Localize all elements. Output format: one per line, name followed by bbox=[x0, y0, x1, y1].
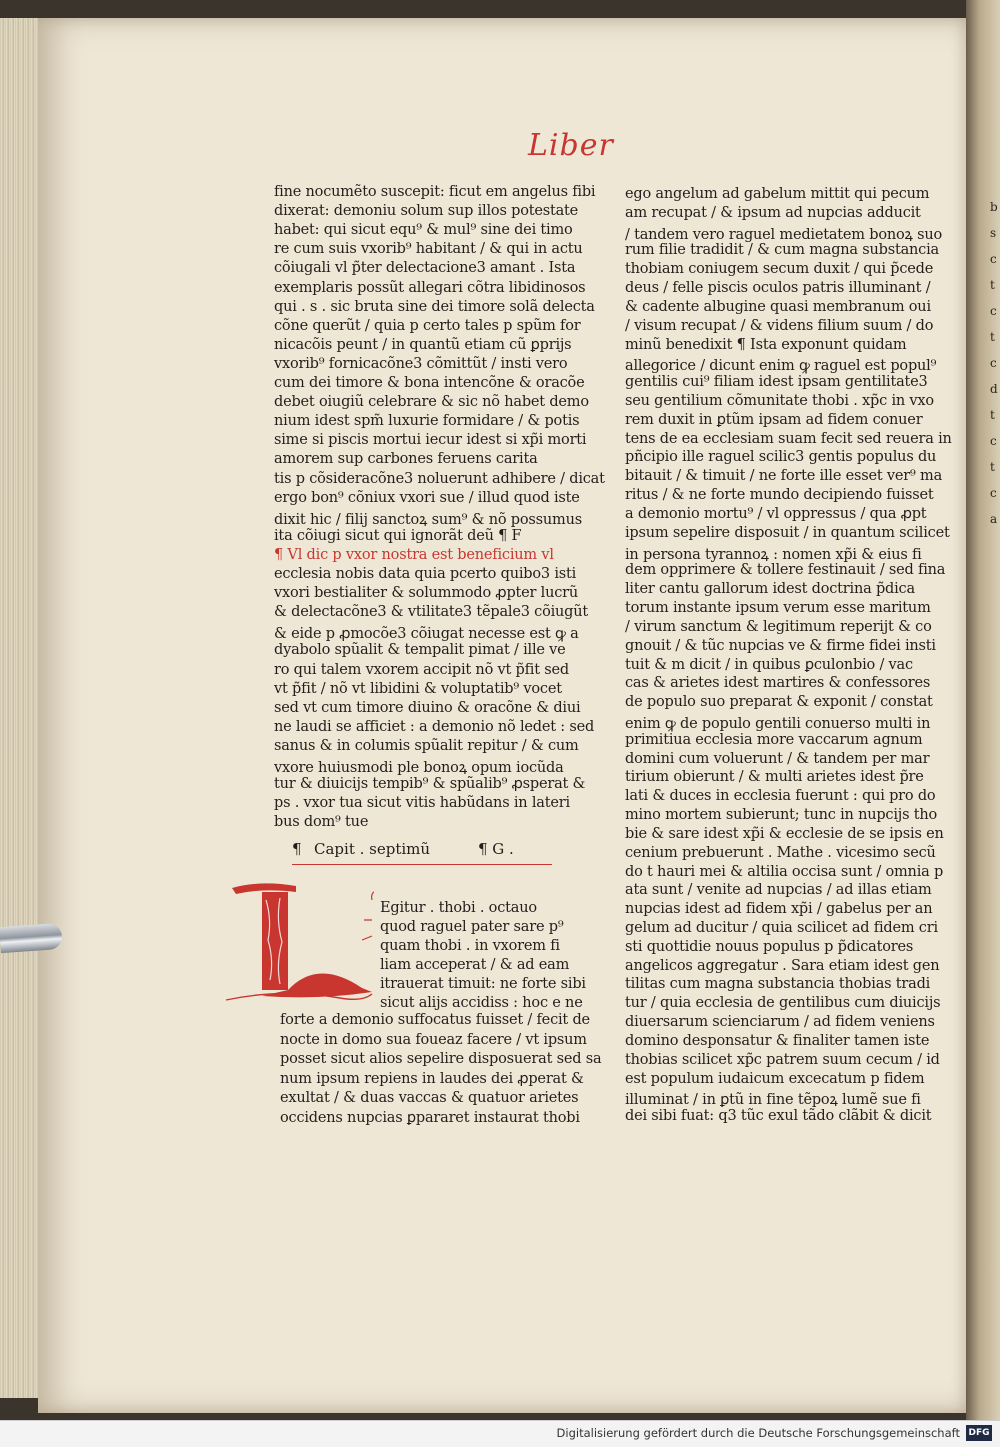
margin-fragment: a bbox=[990, 512, 998, 526]
text-line: ego angelum ad gabelum mittit qui pecum bbox=[625, 186, 930, 202]
text-line: re cum suis vxorib⁹ habitant / & qui in actu bbox=[274, 241, 583, 258]
text-line: primitiua ecclesia more vaccarum agnum bbox=[625, 731, 923, 748]
text-line: dei sibi fuat: q3 tũc exul tãdo clãbit & dicit bbox=[625, 1108, 932, 1125]
text-line: tur / quia ecclesia de gentilibus cum diuicijs bbox=[625, 995, 941, 1012]
text-line: am recupat / & ipsum ad nupcias adducit bbox=[625, 204, 921, 221]
text-line: sanus & in columis spũalit repitur / & cum bbox=[274, 737, 579, 754]
margin-fragment: d bbox=[990, 382, 998, 396]
text-line: ipsum sepelire disposuit / in quantum scilicet bbox=[625, 524, 950, 541]
text-line: sti quottidie nouus populus p p̃dicatores bbox=[625, 938, 914, 955]
text-line: vxori bestialiter & solummodo ꝓpter lucrũ bbox=[274, 585, 579, 602]
text-line: ro qui talem vxorem accipit nõ vt p̃fit sed bbox=[274, 661, 569, 678]
text-line: angelicos aggregatur . Sara etiam idest gen bbox=[625, 957, 940, 974]
text-line: domini cum voluerunt / & tandem per mar bbox=[625, 750, 930, 767]
text-line: bus dom⁹ tue bbox=[274, 814, 369, 831]
text-line: vxorib⁹ fornicacõne3 cõmittũt / insti vero bbox=[274, 355, 568, 372]
text-line: ata sunt / venite ad nupcias / ad illas etiam bbox=[625, 882, 932, 899]
text-line: & delectacõne3 & vtilitate3 tẽpale3 cõiugũt bbox=[274, 604, 589, 621]
margin-fragment: c bbox=[990, 486, 997, 500]
text-line: itrauerat timuit: ne forte sibi bbox=[380, 976, 586, 992]
text-line: gelum ad ducitur / quia scilicet ad fidem cri bbox=[625, 919, 938, 936]
chapter-heading bbox=[292, 838, 552, 865]
text-line: tilitas cum magna substancia thobias tradi bbox=[625, 976, 931, 993]
text-line: num ipsum repiens in laudes dei ꝓperat & bbox=[280, 1070, 584, 1087]
margin-fragment: t bbox=[990, 460, 995, 474]
text-line: do t hauri mei & altilia occisa sunt / omnia p bbox=[625, 863, 944, 880]
text-line: quod raguel pater sare p⁹ bbox=[380, 919, 564, 935]
text-line: rum filie tradidit / & cum magna substancia bbox=[625, 242, 939, 259]
text-line: bie & sare idest xp̃i & ecclesie de se ipsis en bbox=[625, 825, 944, 842]
text-line: est populum iudaicum excecatum p fidem bbox=[625, 1070, 925, 1087]
text-line: ¶ Vl dic p vxor nostra est beneficium vl bbox=[274, 546, 554, 563]
text-line: a demonio mortu⁹ / vl oppressus / qua ꝓpt bbox=[625, 505, 927, 522]
text-line: thobiam coniugem secum duxit / qui p̃cede bbox=[625, 261, 934, 278]
text-line: posset sicut alios sepelire disposuerat sed sa bbox=[280, 1051, 602, 1068]
text-line: cenium prebuerunt . Mathe . vicesimo secũ bbox=[625, 844, 936, 861]
margin-fragment: t bbox=[990, 408, 995, 422]
text-line: rem duxit in ꝑtũm ipsam ad fidem conuer bbox=[625, 411, 923, 428]
text-line: sicut alijs accidiss : hoc e ne bbox=[380, 995, 583, 1011]
dfg-logo: DFG bbox=[966, 1425, 992, 1441]
text-line: diuersarum scienciarum / ad fidem veniens bbox=[625, 1014, 935, 1031]
text-line: domino desponsatur & finaliter tamen iste bbox=[625, 1032, 930, 1049]
illuminated-initial bbox=[222, 880, 374, 1012]
text-line: cõiugali vl p̃ter delectacione3 amant . Ista bbox=[274, 260, 576, 277]
text-line: cõne querũt / quia p certo tales p spũm for bbox=[274, 317, 581, 334]
text-line: amorem sup carbones feruens carita bbox=[274, 451, 538, 468]
text-line: vt p̃fit / nõ vt libidini & voluptatib⁹ vocet bbox=[274, 680, 562, 697]
funding-credit: Digitalisierung gefördert durch die Deutsche Forschungsgemeinschaft bbox=[556, 1426, 960, 1440]
chapter-number: ¶ G . bbox=[478, 840, 514, 858]
text-line: ritus / & ne forte mundo decipiendo fuisset bbox=[625, 487, 934, 504]
text-line: dem opprimere & tollere festinauit / sed fina bbox=[625, 562, 946, 579]
text-line: bitauit / & timuit / ne forte ille esset ver⁹ ma bbox=[625, 468, 943, 485]
text-line: cas & arietes idest martires & confessores bbox=[625, 675, 931, 692]
text-line: tirium obierunt / & multi arietes idest p̃re bbox=[625, 769, 924, 786]
text-line: seu gentilium cõmunitate thobi . xp̃c in vxo bbox=[625, 393, 934, 410]
text-line: deus / felle piscis oculos patris illuminant / bbox=[625, 280, 931, 297]
margin-fragment: c bbox=[990, 304, 997, 318]
text-line: torum instante ipsum verum esse maritum bbox=[625, 600, 931, 617]
margin-fragment: t bbox=[990, 330, 995, 344]
text-line: liter cantu gallorum idest doctrina p̃dica bbox=[625, 581, 915, 598]
margin-fragment: c bbox=[990, 356, 997, 370]
text-line: enim ꝙ de populo gentili conuerso multi in bbox=[625, 715, 931, 732]
paragraph-mark: ¶ bbox=[292, 840, 302, 858]
text-line: nium idest spm̃ luxurie formidare / & potis bbox=[274, 413, 580, 430]
margin-fragment: c bbox=[990, 434, 997, 448]
text-line: liam acceperat / & ad eam bbox=[380, 957, 570, 973]
text-line: de populo suo preparat & exponit / constat bbox=[625, 694, 933, 711]
margin-fragment: s bbox=[990, 226, 997, 240]
text-line: nicacõis peunt / in quantũ etiam cũ ꝑprijs bbox=[274, 336, 572, 353]
margin-fragment: t bbox=[990, 278, 995, 292]
text-line: exemplaris possũt allegari cõtra libidinosos bbox=[274, 279, 586, 296]
text-line: & eide p ꝓmocõe3 cõiugat necesse est ꝙ a bbox=[274, 626, 579, 643]
text-line: tens de ea ecclesiam suam fecit sed reuera in bbox=[625, 430, 952, 447]
text-line: / virum sanctum & legitimum reperijt & co bbox=[625, 618, 932, 635]
text-line: minũ benedixit ¶ Ista exponunt quidam bbox=[625, 336, 907, 353]
text-line: quam thobi . in vxorem fi bbox=[380, 938, 560, 954]
text-line: occidens nupcias ꝑpararet instaurat thobi bbox=[280, 1110, 580, 1126]
text-line: gnouit / & tũc nupcias ve & firme fidei insti bbox=[625, 637, 936, 654]
text-line: / visum recupat / & videns filium suum / do bbox=[625, 317, 934, 334]
text-line: allegorice / dicunt enim ꝙ raguel est popul⁹ bbox=[625, 358, 937, 375]
text-line: dyabolo spũalit & tempalit pimat / ille ve bbox=[274, 642, 566, 659]
footer-bar bbox=[0, 1420, 1000, 1447]
text-line: vxore huiusmodi ple bonoꝝ opum iocũda bbox=[274, 760, 564, 776]
chapter-title: Capit . septimũ bbox=[314, 840, 431, 858]
text-line: habet: qui sicut equ⁹ & mul⁹ sine dei timo bbox=[274, 222, 573, 239]
text-line: dixerat: demoniu solum sup illos potestate bbox=[274, 203, 579, 220]
text-line: cum dei timore & bona intencõne & oracõe bbox=[274, 375, 585, 391]
text-line: ps . vxor tua sicut vitis habũdans in lateri bbox=[274, 795, 570, 812]
text-line: tur & diuicijs tempib⁹ & spũalib⁹ ꝓsperat & bbox=[274, 776, 586, 793]
text-line: dixit hic / filij sanctoꝝ sum⁹ & nõ possumus bbox=[274, 511, 582, 528]
text-line: sime si piscis mortui iecur idest si xp̃i morti bbox=[274, 432, 587, 449]
text-line: qui . s . sic bruta sine dei timore solã delecta bbox=[274, 298, 595, 315]
text-line: lati & duces in ecclesia fuerunt : qui pro do bbox=[625, 788, 936, 805]
running-head: Liber bbox=[528, 128, 614, 163]
text-line: mino mortem subierunt; tunc in nupcijs tho bbox=[625, 807, 938, 824]
text-line: forte a demonio suffocatus fuisset / fecit de bbox=[280, 1012, 590, 1028]
text-line: gentilis cui⁹ filiam idest ipsam gentilitate3 bbox=[625, 374, 928, 391]
text-line: ecclesia nobis data quia pcerto quibo3 isti bbox=[274, 566, 577, 582]
text-line: sed vt cum timore diuino & oracõne & diui bbox=[274, 699, 581, 716]
text-line: ne laudi se afficiet : a demonio nõ ledet : sed bbox=[274, 718, 595, 735]
text-line: in persona tyrannoꝝ : nomen xp̃i & eius fi bbox=[625, 546, 922, 563]
text-line: / tandem vero raguel medietatem bonoꝝ suo bbox=[625, 226, 943, 243]
text-line: ita cõiugi sicut qui ignorãt deũ ¶ F bbox=[274, 527, 522, 544]
text-line: fine nocumẽto suscepit: ficut em angelus fibi bbox=[274, 184, 596, 200]
text-line: thobias scilicet xp̃c patrem suum cecum / id bbox=[625, 1051, 940, 1068]
text-line: pñcipio ille raguel scilic3 gentis populus du bbox=[625, 449, 937, 466]
text-line: nupcias idest ad fidem xp̃i / gabelus per an bbox=[625, 901, 933, 918]
text-line: Egitur . thobi . octauo bbox=[380, 900, 537, 916]
text-line: nocte in domo sua foueaz facere / vt ipsum bbox=[280, 1031, 587, 1048]
book-clamp bbox=[0, 923, 63, 953]
text-line: & cadente albugine quasi membranum oui bbox=[625, 298, 931, 315]
margin-fragment: b bbox=[990, 200, 998, 214]
text-line: tis p cõsideracõne3 noluerunt adhibere / dicat bbox=[274, 470, 605, 487]
text-line: ergo bon⁹ cõniux vxori sue / illud quod iste bbox=[274, 489, 580, 506]
text-line: exultat / & duas vaccas & quatuor arietes bbox=[280, 1090, 579, 1107]
text-line: debet oiugiũ celebrare & sic nõ habet demo bbox=[274, 394, 589, 411]
text-line: tuit & m dicit / in quibus ꝑculonbio / vac bbox=[625, 656, 913, 673]
margin-fragment: c bbox=[990, 252, 997, 266]
text-line: illuminat / in ꝑtũ in fine tẽpoꝝ lumẽ sue fi bbox=[625, 1092, 921, 1109]
